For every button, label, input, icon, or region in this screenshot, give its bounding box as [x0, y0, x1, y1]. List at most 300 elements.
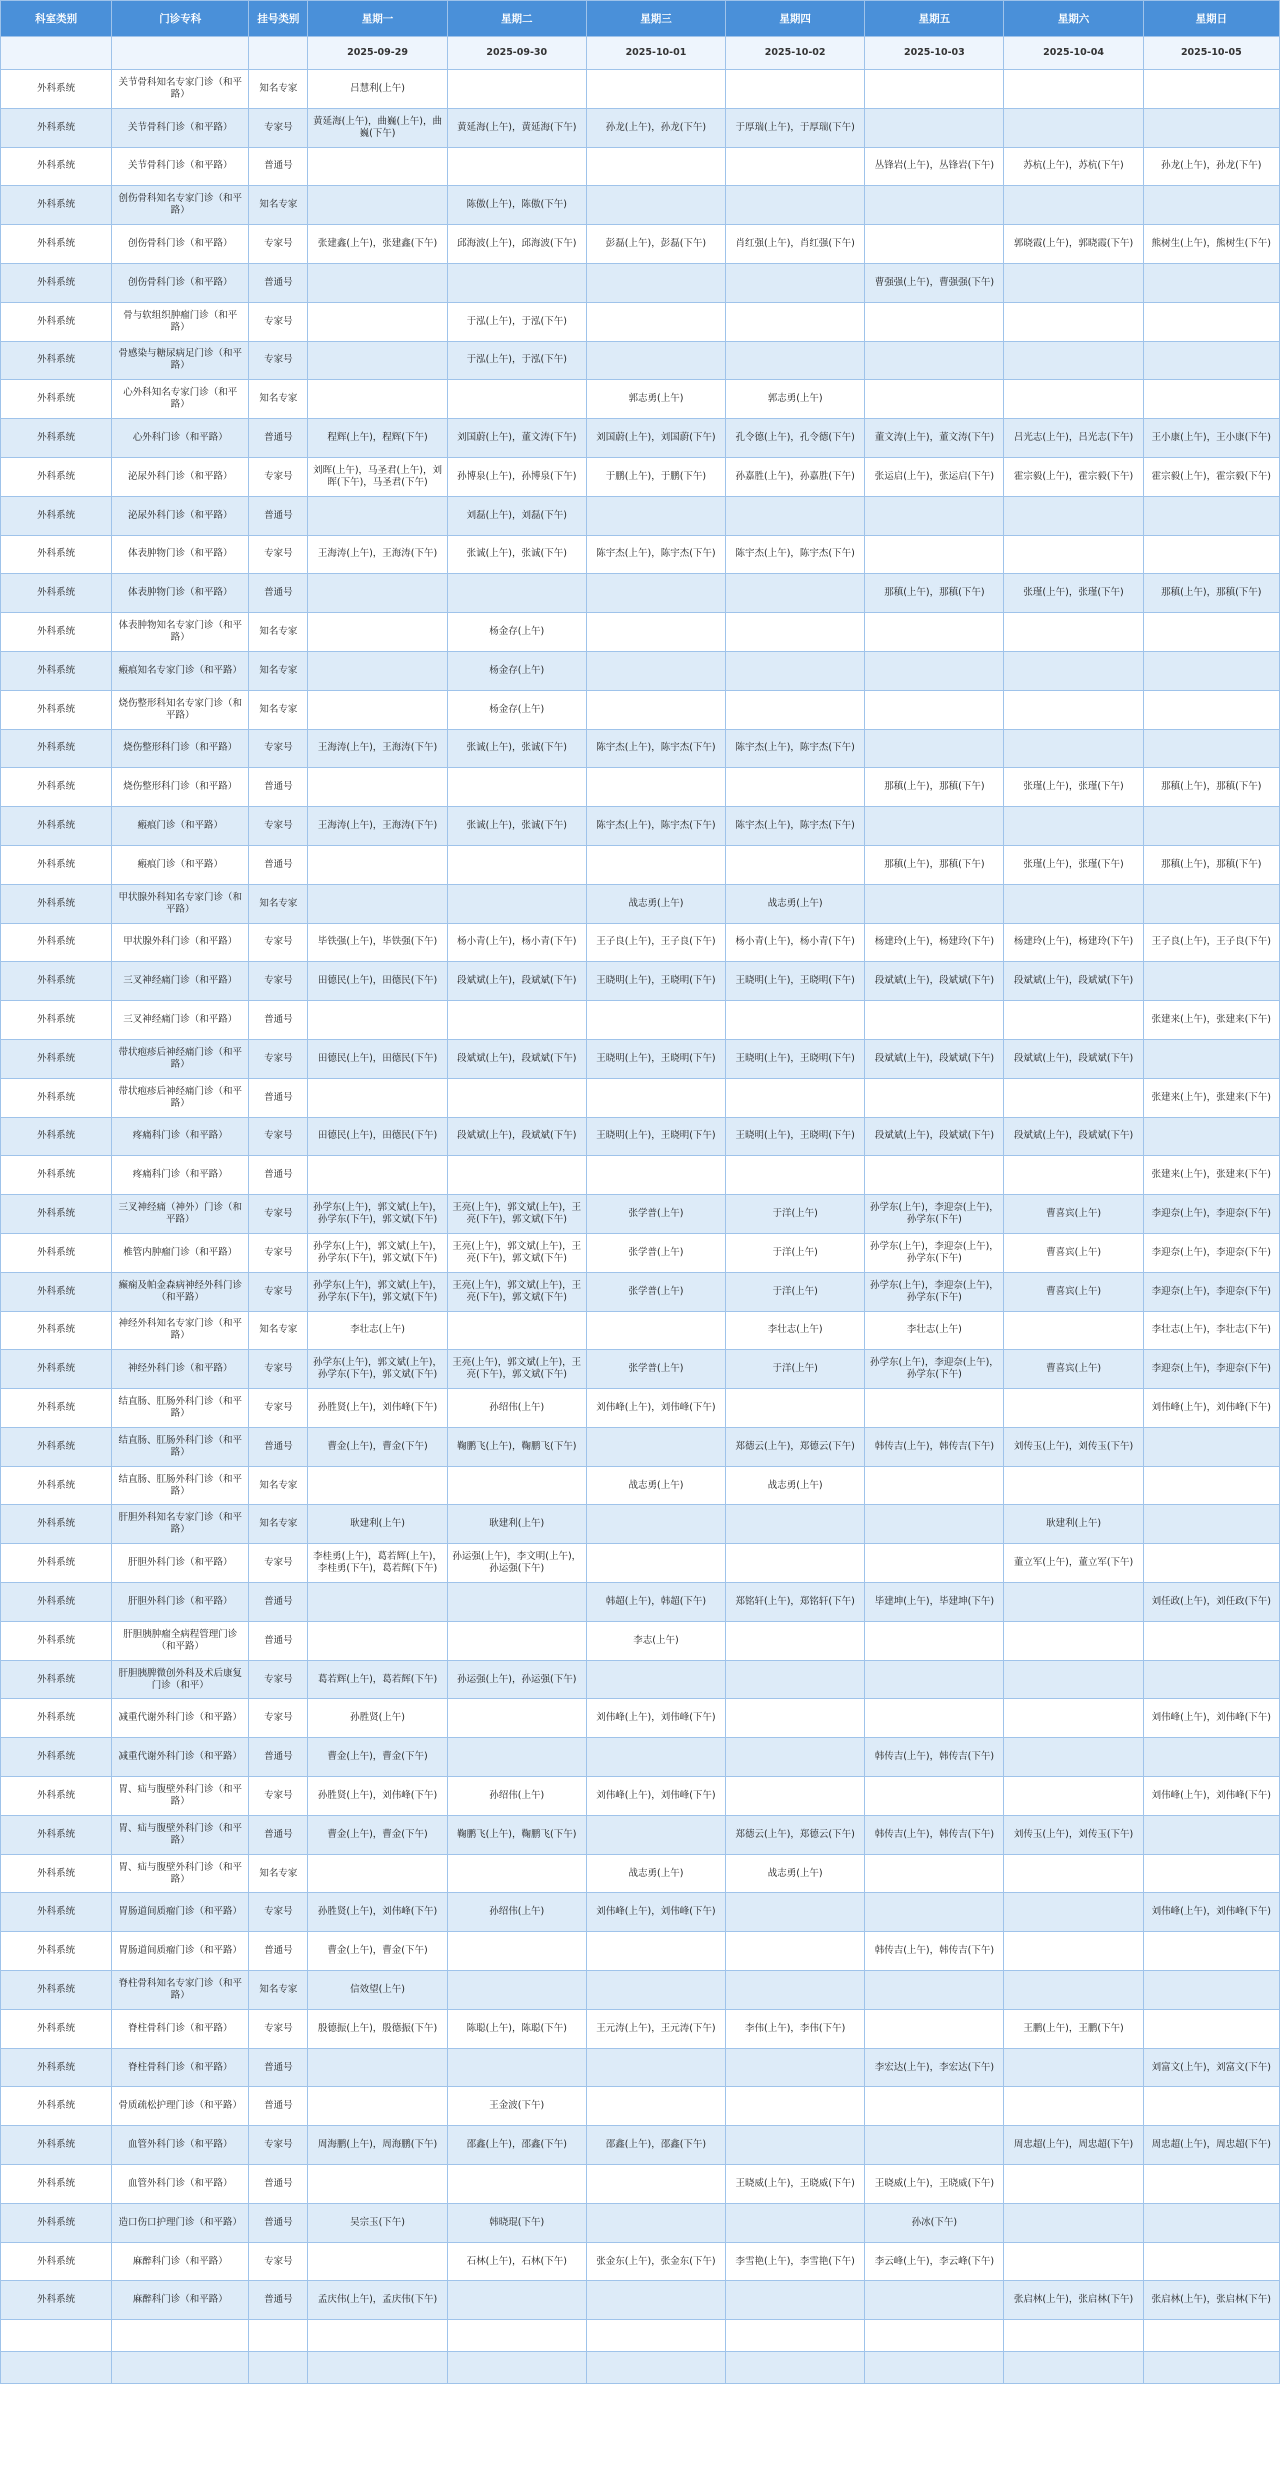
wednesday-cell [586, 1311, 725, 1350]
tuesday-cell: 邵鑫(上午)，邵鑫(下午) [447, 2126, 586, 2165]
date-sunday: 2025-10-05 [1143, 37, 1279, 70]
dept-category-cell: 外科系统 [1, 147, 112, 186]
empty-cell [308, 2320, 447, 2352]
saturday-cell [1004, 1156, 1143, 1195]
sunday-cell: 王小康(上午)，王小康(下午) [1143, 419, 1279, 458]
monday-cell: 孙学东(上午)，郭文斌(上午)，孙学东(下午)，郭文斌(下午) [308, 1272, 447, 1311]
saturday-cell [1004, 729, 1143, 768]
specialty-cell: 癫痫及帕金森病神经外科门诊（和平路） [112, 1272, 249, 1311]
dept-category-cell: 外科系统 [1, 884, 112, 923]
friday-cell: 曹强强(上午)，曹强强(下午) [865, 263, 1004, 302]
monday-cell [308, 1466, 447, 1505]
saturday-cell [1004, 1001, 1143, 1040]
monday-cell [308, 1078, 447, 1117]
tuesday-cell: 鞠鹏飞(上午)，鞠鹏飞(下午) [447, 1815, 586, 1854]
friday-cell [865, 2009, 1004, 2048]
monday-cell: 李壮志(上午) [308, 1311, 447, 1350]
tuesday-cell: 王亮(上午)，郭文斌(上午)，王亮(下午)，郭文斌(下午) [447, 1195, 586, 1234]
date-empty-cell [112, 37, 249, 70]
sunday-cell [1143, 70, 1279, 109]
specialty-cell: 血管外科门诊（和平路） [112, 2126, 249, 2165]
reg-type-cell: 普通号 [249, 2087, 308, 2126]
table-row [1, 380, 1280, 419]
tuesday-cell [447, 1078, 586, 1117]
saturday-cell: 张瑾(上午)，张瑾(下午) [1004, 768, 1143, 807]
monday-cell: 孙学东(上午)，郭文斌(上午)，孙学东(下午)，郭文斌(下午) [308, 1195, 447, 1234]
sunday-cell: 王子良(上午)，王子良(下午) [1143, 923, 1279, 962]
monday-cell: 孟庆伟(上午)，孟庆伟(下午) [308, 2281, 447, 2320]
table-row [1, 768, 1280, 807]
wednesday-cell [586, 1156, 725, 1195]
wednesday-cell [586, 2165, 725, 2204]
header-dept-category: 科室类别 [1, 1, 112, 37]
dept-category-cell: 外科系统 [1, 380, 112, 419]
friday-cell: 孙冰(下午) [865, 2203, 1004, 2242]
specialty-cell: 骨质疏松护理门诊（和平路） [112, 2087, 249, 2126]
dept-category-cell: 外科系统 [1, 2165, 112, 2204]
dept-category-cell: 外科系统 [1, 1117, 112, 1156]
saturday-cell: 吕光志(上午)，吕光志(下午) [1004, 419, 1143, 458]
thursday-cell: 郑德云(上午)，郑德云(下午) [726, 1815, 865, 1854]
table-row [1, 1078, 1280, 1117]
reg-type-cell: 普通号 [249, 2281, 308, 2320]
dept-category-cell: 外科系统 [1, 225, 112, 264]
thursday-cell [726, 1001, 865, 1040]
dept-category-cell: 外科系统 [1, 2087, 112, 2126]
tuesday-cell: 王金波(下午) [447, 2087, 586, 2126]
monday-cell: 田德民(上午)，田德民(下午) [308, 1039, 447, 1078]
friday-cell [865, 341, 1004, 380]
wednesday-cell: 邵鑫(上午)，邵鑫(下午) [586, 2126, 725, 2165]
table-row [1, 1583, 1280, 1622]
table-row [1, 923, 1280, 962]
monday-cell [308, 884, 447, 923]
table-row [1, 2126, 1280, 2165]
reg-type-cell: 知名专家 [249, 70, 308, 109]
date-monday: 2025-09-29 [308, 37, 447, 70]
thursday-cell: 王晓威(上午)，王晓威(下午) [726, 2165, 865, 2204]
sunday-cell [1143, 535, 1279, 574]
wednesday-cell: 战志勇(上午) [586, 1466, 725, 1505]
monday-cell: 耿建利(上午) [308, 1505, 447, 1544]
reg-type-cell: 普通号 [249, 2165, 308, 2204]
friday-cell [865, 2087, 1004, 2126]
thursday-cell: 于洋(上午) [726, 1350, 865, 1389]
specialty-cell: 三叉神经痛门诊（和平路） [112, 1001, 249, 1040]
monday-cell [308, 1156, 447, 1195]
sunday-cell: 李壮志(上午)，李壮志(下午) [1143, 1311, 1279, 1350]
header-tuesday: 星期二 [447, 1, 586, 37]
specialty-cell: 肝胆外科门诊（和平路） [112, 1544, 249, 1583]
tuesday-cell [447, 380, 586, 419]
reg-type-cell: 知名专家 [249, 1505, 308, 1544]
specialty-cell: 甲状腺外科知名专家门诊（和平路） [112, 884, 249, 923]
thursday-cell: 王晓明(上午)，王晓明(下午) [726, 1117, 865, 1156]
dept-category-cell: 外科系统 [1, 302, 112, 341]
saturday-cell [1004, 186, 1143, 225]
specialty-cell: 关节骨科门诊（和平路） [112, 147, 249, 186]
dept-category-cell: 外科系统 [1, 1427, 112, 1466]
friday-cell [865, 1156, 1004, 1195]
reg-type-cell: 普通号 [249, 2203, 308, 2242]
table-row [1, 1505, 1280, 1544]
monday-cell [308, 2242, 447, 2281]
wednesday-cell: 韩超(上午)，韩超(下午) [586, 1583, 725, 1622]
sunday-cell [1143, 1815, 1279, 1854]
thursday-cell [726, 690, 865, 729]
wednesday-cell [586, 2048, 725, 2087]
specialty-cell: 烧伤整形科门诊（和平路） [112, 729, 249, 768]
table-row [1, 690, 1280, 729]
dept-category-cell: 外科系统 [1, 768, 112, 807]
sunday-cell: 霍宗毅(上午)，霍宗毅(下午) [1143, 457, 1279, 496]
saturday-cell [1004, 1971, 1143, 2010]
monday-cell [308, 186, 447, 225]
saturday-cell: 张瑾(上午)，张瑾(下午) [1004, 845, 1143, 884]
specialty-cell: 减重代谢外科门诊（和平路） [112, 1699, 249, 1738]
monday-cell [308, 263, 447, 302]
sunday-cell: 张建来(上午)，张建来(下午) [1143, 1001, 1279, 1040]
thursday-cell [726, 2087, 865, 2126]
dept-category-cell: 外科系统 [1, 1815, 112, 1854]
monday-cell [308, 1583, 447, 1622]
monday-cell: 殷德振(上午)，殷德振(下午) [308, 2009, 447, 2048]
monday-cell: 孙胜贤(上午)，刘伟峰(下午) [308, 1777, 447, 1816]
friday-cell [865, 729, 1004, 768]
wednesday-cell [586, 1001, 725, 1040]
date-empty-cell [249, 37, 308, 70]
sunday-cell [1143, 613, 1279, 652]
saturday-cell [1004, 1777, 1143, 1816]
reg-type-cell: 专家号 [249, 1777, 308, 1816]
tuesday-cell: 段斌斌(上午)，段斌斌(下午) [447, 1039, 586, 1078]
reg-type-cell: 专家号 [249, 225, 308, 264]
specialty-cell: 麻醉科门诊（和平路） [112, 2281, 249, 2320]
dept-category-cell: 外科系统 [1, 1233, 112, 1272]
wednesday-cell: 战志勇(上午) [586, 884, 725, 923]
friday-cell [865, 1854, 1004, 1893]
saturday-cell [1004, 1466, 1143, 1505]
dept-category-cell: 外科系统 [1, 1660, 112, 1699]
wednesday-cell: 王晓明(上午)，王晓明(下午) [586, 1039, 725, 1078]
saturday-cell [1004, 1699, 1143, 1738]
specialty-cell: 麻醉科门诊（和平路） [112, 2242, 249, 2281]
saturday-cell [1004, 302, 1143, 341]
wednesday-cell [586, 1971, 725, 2010]
thursday-cell: 李雪艳(上午)，李雪艳(下午) [726, 2242, 865, 2281]
date-saturday: 2025-10-04 [1004, 37, 1143, 70]
thursday-cell [726, 302, 865, 341]
specialty-cell: 疼痛科门诊（和平路） [112, 1156, 249, 1195]
table-row [1, 2048, 1280, 2087]
friday-cell [865, 1389, 1004, 1428]
reg-type-cell: 专家号 [249, 1039, 308, 1078]
tuesday-cell: 孙绍伟(上午) [447, 1893, 586, 1932]
table-row [1, 2087, 1280, 2126]
sunday-cell [1143, 690, 1279, 729]
table-row [1, 1117, 1280, 1156]
saturday-cell [1004, 1311, 1143, 1350]
header-row [1, 1, 1280, 37]
specialty-cell: 泌尿外科门诊（和平路） [112, 496, 249, 535]
thursday-cell: 于厚瑞(上午)，于厚瑞(下午) [726, 108, 865, 147]
dept-category-cell: 外科系统 [1, 2048, 112, 2087]
dept-category-cell: 外科系统 [1, 1971, 112, 2010]
thursday-cell [726, 1893, 865, 1932]
specialty-cell: 胃肠道间质瘤门诊（和平路） [112, 1932, 249, 1971]
specialty-cell: 肝胆胰肿瘤全病程管理门诊（和平路） [112, 1621, 249, 1660]
wednesday-cell: 陈宇杰(上午)，陈宇杰(下午) [586, 535, 725, 574]
friday-cell [865, 1466, 1004, 1505]
monday-cell: 孙学东(上午)，郭文斌(上午)，孙学东(下午)，郭文斌(下午) [308, 1350, 447, 1389]
sunday-cell: 那稹(上午)，那稹(下午) [1143, 845, 1279, 884]
specialty-cell: 结直肠、肛肠外科门诊（和平路） [112, 1466, 249, 1505]
saturday-cell: 周忠超(上午)，周忠超(下午) [1004, 2126, 1143, 2165]
friday-cell: 段斌斌(上午)，段斌斌(下午) [865, 962, 1004, 1001]
reg-type-cell: 普通号 [249, 419, 308, 458]
saturday-cell [1004, 690, 1143, 729]
table-row [1, 457, 1280, 496]
friday-cell [865, 302, 1004, 341]
friday-cell [865, 108, 1004, 147]
dept-category-cell: 外科系统 [1, 1311, 112, 1350]
wednesday-cell: 王晓明(上午)，王晓明(下午) [586, 962, 725, 1001]
thursday-cell: 于洋(上午) [726, 1272, 865, 1311]
sunday-cell [1143, 2203, 1279, 2242]
empty-cell [586, 2320, 725, 2352]
header-saturday: 星期六 [1004, 1, 1143, 37]
monday-cell [308, 1001, 447, 1040]
specialty-cell: 骨与软组织肿瘤门诊（和平路） [112, 302, 249, 341]
specialty-cell: 脊柱骨科知名专家门诊（和平路） [112, 1971, 249, 2010]
friday-cell: 韩传吉(上午)，韩传吉(下午) [865, 1427, 1004, 1466]
friday-cell: 那稹(上午)，那稹(下午) [865, 574, 1004, 613]
friday-cell: 李宏达(上午)，李宏达(下午) [865, 2048, 1004, 2087]
table-row [1, 341, 1280, 380]
wednesday-cell: 郭志勇(上午) [586, 380, 725, 419]
thursday-cell: 王晓明(上午)，王晓明(下午) [726, 962, 865, 1001]
dept-category-cell: 外科系统 [1, 1621, 112, 1660]
tuesday-cell [447, 1311, 586, 1350]
friday-cell [865, 225, 1004, 264]
specialty-cell: 疼痛科门诊（和平路） [112, 1117, 249, 1156]
specialty-cell: 创伤骨科门诊（和平路） [112, 225, 249, 264]
monday-cell [308, 302, 447, 341]
friday-cell [865, 613, 1004, 652]
date-friday: 2025-10-03 [865, 37, 1004, 70]
wednesday-cell [586, 2087, 725, 2126]
monday-cell [308, 147, 447, 186]
reg-type-cell: 专家号 [249, 1389, 308, 1428]
sunday-cell: 孙龙(上午)，孙龙(下午) [1143, 147, 1279, 186]
tuesday-cell: 邱海波(上午)，邱海波(下午) [447, 225, 586, 264]
reg-type-cell: 普通号 [249, 1078, 308, 1117]
sunday-cell [1143, 2087, 1279, 2126]
saturday-cell: 曹喜宾(上午) [1004, 1272, 1143, 1311]
monday-cell [308, 2048, 447, 2087]
table-row [1, 1777, 1280, 1816]
specialty-cell: 肝胆胰脾微创外科及术后康复门诊（和平） [112, 1660, 249, 1699]
friday-cell: 那稹(上午)，那稹(下午) [865, 845, 1004, 884]
reg-type-cell: 普通号 [249, 1621, 308, 1660]
specialty-cell: 体表肿物门诊（和平路） [112, 574, 249, 613]
friday-cell [865, 496, 1004, 535]
tuesday-cell: 孙绍伟(上午) [447, 1777, 586, 1816]
dept-category-cell: 外科系统 [1, 962, 112, 1001]
dept-category-cell: 外科系统 [1, 2203, 112, 2242]
wednesday-cell: 刘伟峰(上午)，刘伟峰(下午) [586, 1893, 725, 1932]
wednesday-cell [586, 1505, 725, 1544]
date-thursday: 2025-10-02 [726, 37, 865, 70]
thursday-cell [726, 1621, 865, 1660]
table-row [1, 1001, 1280, 1040]
reg-type-cell: 专家号 [249, 1117, 308, 1156]
dept-category-cell: 外科系统 [1, 1195, 112, 1234]
monday-cell: 信效望(上午) [308, 1971, 447, 2010]
dept-category-cell: 外科系统 [1, 574, 112, 613]
table-row [1, 884, 1280, 923]
saturday-cell [1004, 1893, 1143, 1932]
thursday-cell: 陈宇杰(上午)，陈宇杰(下午) [726, 729, 865, 768]
wednesday-cell: 陈宇杰(上午)，陈宇杰(下午) [586, 729, 725, 768]
friday-cell [865, 884, 1004, 923]
saturday-cell [1004, 1621, 1143, 1660]
wednesday-cell [586, 1544, 725, 1583]
header-sunday: 星期日 [1143, 1, 1279, 37]
thursday-cell: 陈宇杰(上午)，陈宇杰(下午) [726, 807, 865, 846]
specialty-cell: 体表肿物门诊（和平路） [112, 535, 249, 574]
sunday-cell: 刘任政(上午)，刘任政(下午) [1143, 1583, 1279, 1622]
thursday-cell: 郭志勇(上午) [726, 380, 865, 419]
saturday-cell [1004, 2048, 1143, 2087]
saturday-cell [1004, 2203, 1143, 2242]
friday-cell [865, 535, 1004, 574]
friday-cell: 李壮志(上午) [865, 1311, 1004, 1350]
saturday-cell [1004, 535, 1143, 574]
tuesday-cell [447, 1583, 586, 1622]
friday-cell [865, 1544, 1004, 1583]
sunday-cell [1143, 263, 1279, 302]
wednesday-cell: 战志勇(上午) [586, 1854, 725, 1893]
sunday-cell: 李迎奈(上午)，李迎奈(下午) [1143, 1350, 1279, 1389]
sunday-cell [1143, 884, 1279, 923]
friday-cell [865, 70, 1004, 109]
dept-category-cell: 外科系统 [1, 108, 112, 147]
thursday-cell [726, 2203, 865, 2242]
wednesday-cell [586, 1427, 725, 1466]
sunday-cell [1143, 1621, 1279, 1660]
saturday-cell: 刘传玉(上午)，刘传玉(下午) [1004, 1427, 1143, 1466]
specialty-cell: 体表肿物知名专家门诊（和平路） [112, 613, 249, 652]
reg-type-cell: 专家号 [249, 2126, 308, 2165]
monday-cell [308, 496, 447, 535]
tuesday-cell: 刘国蔚(上午)，董文涛(下午) [447, 419, 586, 458]
reg-type-cell: 专家号 [249, 1544, 308, 1583]
sunday-cell [1143, 1660, 1279, 1699]
thursday-cell [726, 845, 865, 884]
wednesday-cell: 刘伟峰(上午)，刘伟峰(下午) [586, 1777, 725, 1816]
tuesday-cell: 段斌斌(上午)，段斌斌(下午) [447, 1117, 586, 1156]
specialty-cell: 胃、疝与腹壁外科门诊（和平路） [112, 1815, 249, 1854]
sunday-cell: 刘伟峰(上午)，刘伟峰(下午) [1143, 1699, 1279, 1738]
date-row [1, 37, 1280, 70]
table-row [1, 70, 1280, 109]
specialty-cell: 神经外科门诊（和平路） [112, 1350, 249, 1389]
friday-cell [865, 2126, 1004, 2165]
table-row [1, 2203, 1280, 2242]
wednesday-cell [586, 690, 725, 729]
thursday-cell: 郑德云(上午)，郑德云(下午) [726, 1427, 865, 1466]
specialty-cell: 三叉神经痛（神外）门诊（和平路） [112, 1195, 249, 1234]
saturday-cell: 耿建利(上午) [1004, 1505, 1143, 1544]
specialty-cell: 胃、疝与腹壁外科门诊（和平路） [112, 1777, 249, 1816]
tuesday-cell: 杨金存(上午) [447, 613, 586, 652]
dept-category-cell: 外科系统 [1, 845, 112, 884]
wednesday-cell: 王元涛(上午)，王元涛(下午) [586, 2009, 725, 2048]
friday-cell: 孙学东(上午)，李迎奈(上午)，孙学东(下午) [865, 1233, 1004, 1272]
monday-cell: 黄延海(上午)，曲巍(上午)，曲巍(下午) [308, 108, 447, 147]
reg-type-cell: 专家号 [249, 1699, 308, 1738]
specialty-cell: 减重代谢外科门诊（和平路） [112, 1738, 249, 1777]
monday-cell [308, 690, 447, 729]
dept-category-cell: 外科系统 [1, 2281, 112, 2320]
sunday-cell [1143, 1427, 1279, 1466]
specialty-cell: 脊柱骨科门诊（和平路） [112, 2048, 249, 2087]
reg-type-cell: 专家号 [249, 1272, 308, 1311]
dept-category-cell: 外科系统 [1, 1156, 112, 1195]
specialty-cell: 泌尿外科门诊（和平路） [112, 457, 249, 496]
sunday-cell [1143, 1039, 1279, 1078]
monday-cell: 葛若辉(上午)，葛若辉(下午) [308, 1660, 447, 1699]
tuesday-cell: 于泓(上午)，于泓(下午) [447, 302, 586, 341]
empty-cell [865, 2320, 1004, 2352]
empty-cell [1, 2320, 112, 2352]
table-row [1, 302, 1280, 341]
sunday-cell [1143, 1544, 1279, 1583]
monday-cell: 吴宗玉(下午) [308, 2203, 447, 2242]
tuesday-cell: 于泓(上午)，于泓(下午) [447, 341, 586, 380]
wednesday-cell [586, 496, 725, 535]
empty-cell [586, 2352, 725, 2384]
empty-row [1, 2352, 1280, 2384]
tuesday-cell: 张诚(上午)，张诚(下午) [447, 535, 586, 574]
reg-type-cell: 普通号 [249, 845, 308, 884]
reg-type-cell: 专家号 [249, 2009, 308, 2048]
dept-category-cell: 外科系统 [1, 1893, 112, 1932]
tuesday-cell: 石林(上午)，石林(下午) [447, 2242, 586, 2281]
reg-type-cell: 专家号 [249, 302, 308, 341]
reg-type-cell: 知名专家 [249, 1971, 308, 2010]
sunday-cell [1143, 186, 1279, 225]
friday-cell [865, 1777, 1004, 1816]
table-row [1, 419, 1280, 458]
thursday-cell: 郑铭轩(上午)，郑铭轩(下午) [726, 1583, 865, 1622]
table-row [1, 1466, 1280, 1505]
tuesday-cell [447, 884, 586, 923]
friday-cell [865, 380, 1004, 419]
thursday-cell [726, 1389, 865, 1428]
friday-cell [865, 1621, 1004, 1660]
dept-category-cell: 外科系统 [1, 807, 112, 846]
wednesday-cell [586, 613, 725, 652]
empty-cell [1, 2352, 112, 2384]
tuesday-cell: 王亮(上午)，郭文斌(上午)，王亮(下午)，郭文斌(下午) [447, 1272, 586, 1311]
table-row [1, 1389, 1280, 1428]
sunday-cell [1143, 1117, 1279, 1156]
table-row [1, 263, 1280, 302]
saturday-cell [1004, 380, 1143, 419]
friday-cell: 杨建玲(上午)，杨建玲(下午) [865, 923, 1004, 962]
